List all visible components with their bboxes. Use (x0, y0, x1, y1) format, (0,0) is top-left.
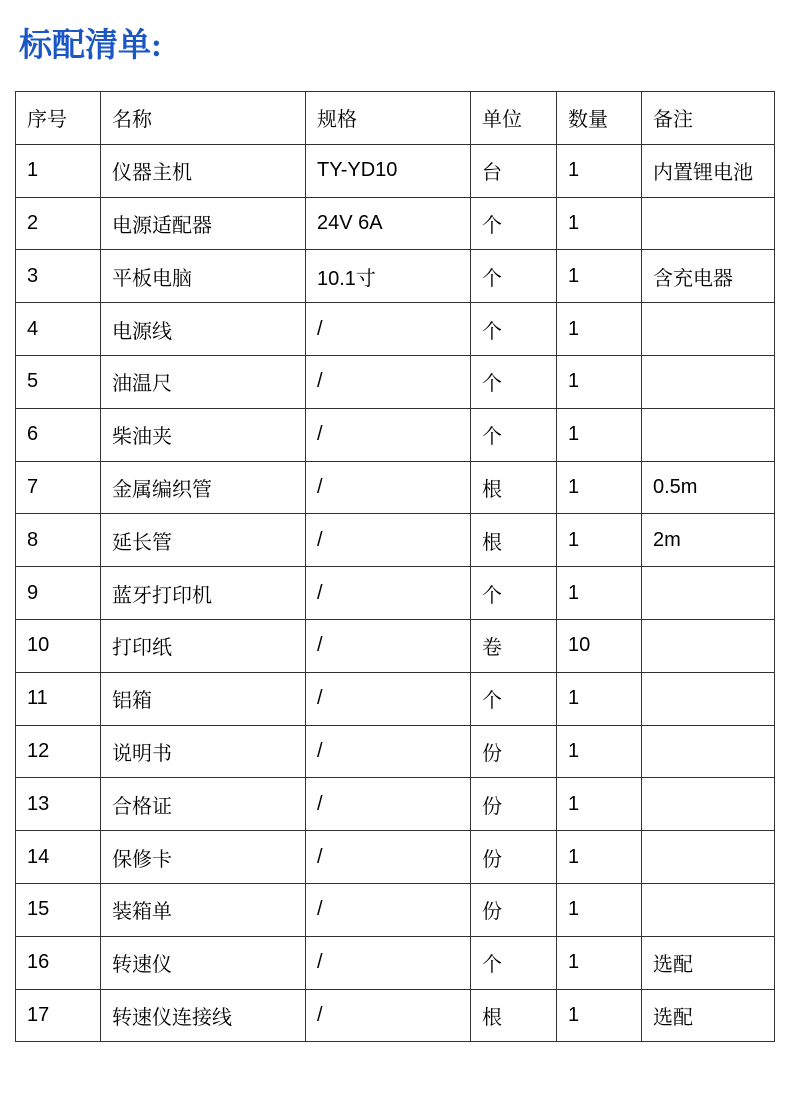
table-row (16, 831, 775, 884)
cell-name: 铝箱 (101, 672, 306, 725)
table-row (16, 514, 775, 567)
cell-name: 装箱单 (101, 883, 306, 936)
table-row (16, 144, 775, 197)
table-row (16, 461, 775, 514)
cell-spec: / (306, 303, 471, 356)
cell-unit: 份 (471, 725, 557, 778)
cell-name: 说明书 (101, 725, 306, 778)
cell-note (642, 408, 775, 461)
cell-unit: 个 (471, 567, 557, 620)
cell-qty: 1 (557, 883, 642, 936)
cell-note (642, 619, 775, 672)
cell-qty: 1 (557, 197, 642, 250)
cell-no: 16 (16, 936, 101, 989)
cell-no: 8 (16, 514, 101, 567)
cell-no: 7 (16, 461, 101, 514)
cell-qty: 1 (557, 831, 642, 884)
cell-qty: 1 (557, 725, 642, 778)
cell-unit: 份 (471, 778, 557, 831)
cell-no: 1 (16, 144, 101, 197)
cell-unit: 根 (471, 514, 557, 567)
cell-unit: 个 (471, 936, 557, 989)
cell-spec: / (306, 989, 471, 1042)
cell-qty: 1 (557, 144, 642, 197)
table-row (16, 567, 775, 620)
cell-spec: / (306, 461, 471, 514)
cell-qty: 1 (557, 936, 642, 989)
cell-unit: 个 (471, 197, 557, 250)
cell-no: 10 (16, 619, 101, 672)
standard-configuration-table (15, 91, 775, 1042)
cell-unit: 个 (471, 250, 557, 303)
cell-qty: 1 (557, 672, 642, 725)
cell-unit: 卷 (471, 619, 557, 672)
cell-name: 保修卡 (101, 831, 306, 884)
header-note: 备注 (642, 92, 775, 145)
header-unit: 单位 (471, 92, 557, 145)
table-row (16, 989, 775, 1042)
cell-note (642, 831, 775, 884)
cell-name: 电源适配器 (101, 197, 306, 250)
page-title: 标配清单: (19, 28, 162, 64)
cell-spec: 24V 6A (306, 197, 471, 250)
table-row (16, 250, 775, 303)
cell-note (642, 778, 775, 831)
cell-spec: / (306, 408, 471, 461)
cell-note (642, 725, 775, 778)
table-row (16, 778, 775, 831)
cell-no: 13 (16, 778, 101, 831)
cell-spec: / (306, 936, 471, 989)
cell-qty: 1 (557, 303, 642, 356)
cell-no: 11 (16, 672, 101, 725)
cell-name: 转速仪 (101, 936, 306, 989)
table-header-row (16, 92, 775, 145)
cell-unit: 份 (471, 831, 557, 884)
cell-spec: / (306, 355, 471, 408)
table-row (16, 672, 775, 725)
cell-note (642, 303, 775, 356)
cell-unit: 份 (471, 883, 557, 936)
cell-spec: / (306, 725, 471, 778)
cell-qty: 1 (557, 567, 642, 620)
cell-note: 选配 (642, 936, 775, 989)
cell-name: 延长管 (101, 514, 306, 567)
cell-note: 含充电器 (642, 250, 775, 303)
cell-spec: TY-YD10 (306, 144, 471, 197)
table-row (16, 303, 775, 356)
cell-qty: 1 (557, 461, 642, 514)
cell-name: 平板电脑 (101, 250, 306, 303)
cell-name: 柴油夹 (101, 408, 306, 461)
header-no: 序号 (16, 92, 101, 145)
cell-spec: / (306, 567, 471, 620)
cell-unit: 个 (471, 408, 557, 461)
cell-no: 6 (16, 408, 101, 461)
table-row (16, 197, 775, 250)
cell-note (642, 567, 775, 620)
header-spec: 规格 (306, 92, 471, 145)
cell-qty: 10 (557, 619, 642, 672)
cell-name: 油温尺 (101, 355, 306, 408)
cell-unit: 台 (471, 144, 557, 197)
cell-note (642, 672, 775, 725)
cell-qty: 1 (557, 250, 642, 303)
cell-no: 15 (16, 883, 101, 936)
cell-no: 12 (16, 725, 101, 778)
cell-name: 电源线 (101, 303, 306, 356)
cell-qty: 1 (557, 355, 642, 408)
cell-qty: 1 (557, 408, 642, 461)
cell-spec: / (306, 514, 471, 567)
cell-note (642, 197, 775, 250)
cell-spec: / (306, 831, 471, 884)
table-row (16, 883, 775, 936)
cell-note (642, 883, 775, 936)
cell-name: 蓝牙打印机 (101, 567, 306, 620)
cell-note: 2m (642, 514, 775, 567)
cell-unit: 个 (471, 672, 557, 725)
cell-name: 合格证 (101, 778, 306, 831)
cell-qty: 1 (557, 778, 642, 831)
cell-name: 仪器主机 (101, 144, 306, 197)
cell-spec: / (306, 778, 471, 831)
header-qty: 数量 (557, 92, 642, 145)
cell-no: 3 (16, 250, 101, 303)
cell-note: 选配 (642, 989, 775, 1042)
cell-note: 内置锂电池 (642, 144, 775, 197)
cell-unit: 根 (471, 989, 557, 1042)
cell-name: 金属编织管 (101, 461, 306, 514)
cell-unit: 根 (471, 461, 557, 514)
cell-no: 2 (16, 197, 101, 250)
table-row (16, 619, 775, 672)
cell-unit: 个 (471, 303, 557, 356)
table-body (16, 144, 775, 1042)
cell-name: 打印纸 (101, 619, 306, 672)
cell-name: 转速仪连接线 (101, 989, 306, 1042)
cell-spec: / (306, 619, 471, 672)
table-row (16, 725, 775, 778)
cell-no: 9 (16, 567, 101, 620)
cell-note: 0.5m (642, 461, 775, 514)
cell-no: 17 (16, 989, 101, 1042)
cell-unit: 个 (471, 355, 557, 408)
table-row (16, 936, 775, 989)
cell-note (642, 355, 775, 408)
header-name: 名称 (101, 92, 306, 145)
cell-spec: / (306, 672, 471, 725)
cell-spec: 10.1寸 (306, 250, 471, 303)
cell-qty: 1 (557, 989, 642, 1042)
cell-spec: / (306, 883, 471, 936)
cell-qty: 1 (557, 514, 642, 567)
cell-no: 14 (16, 831, 101, 884)
table-row (16, 355, 775, 408)
cell-no: 5 (16, 355, 101, 408)
cell-no: 4 (16, 303, 101, 356)
table-row (16, 408, 775, 461)
